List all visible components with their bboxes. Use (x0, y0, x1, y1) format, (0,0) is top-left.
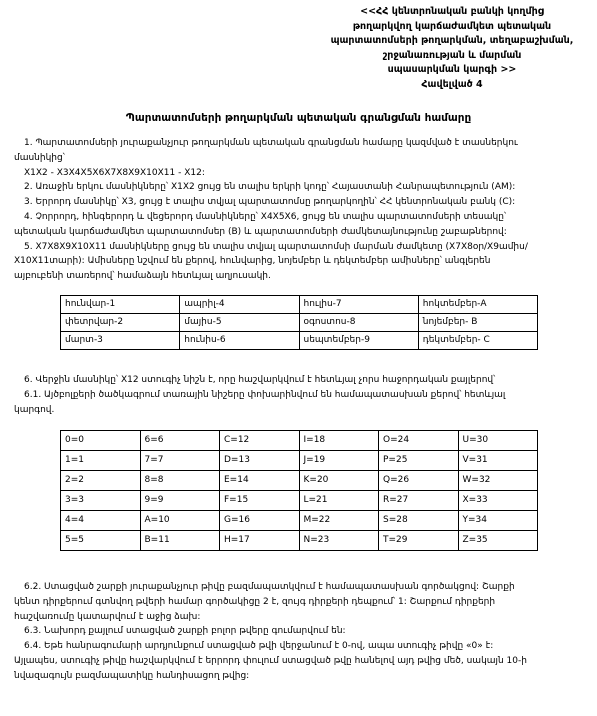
table-cell: ապրիլ-4 (180, 296, 299, 314)
table-cell: P=25 (379, 451, 459, 471)
table-cell: U=30 (458, 431, 538, 451)
table-cell: 7=7 (140, 451, 220, 471)
text-line: 6.3. Նախորդ քայլում ստացված շարքի բոլոր թվերը գումարվում են: (24, 626, 346, 637)
table-row (61, 471, 538, 491)
table-row (61, 451, 538, 471)
text-line: X1X2 - X3X4X5X6X7X8X9X10X11 - X12: (24, 167, 205, 178)
character-codes-table (60, 430, 538, 551)
table-cell: E=14 (220, 471, 300, 491)
text-line: 6.1. Այծբոլքերի ծածկագրում տառային նիշերը փոխարինվում են համապատասխան քերով՝ հետևյալ (24, 389, 506, 400)
table-cell: 6=6 (140, 431, 220, 451)
header-line: սպասարկման կարգի >> (387, 64, 517, 75)
table-cell: F=15 (220, 491, 300, 511)
table-cell: դեկտեմբեր- C (418, 332, 537, 350)
table-cell: Y=34 (458, 511, 538, 531)
middle-section (14, 373, 586, 417)
table-cell: 8=8 (140, 471, 220, 491)
table-cell: 4=4 (61, 511, 141, 531)
table-cell: K=20 (299, 471, 379, 491)
table-cell: H=17 (220, 531, 300, 551)
table-cell: սեպտեմբեր-9 (299, 332, 418, 350)
table-cell: նոյեմբեր- B (418, 314, 537, 332)
table-cell: D=13 (220, 451, 300, 471)
header-line: Հավելված 4 (421, 78, 483, 90)
table-cell: մարտ-3 (61, 332, 180, 350)
table-row (61, 511, 538, 531)
header-line: շրջանառության և մարման (382, 49, 522, 61)
table-cell: W=32 (458, 471, 538, 491)
table-cell: մայիս-5 (180, 314, 299, 332)
intro-section (14, 136, 586, 284)
table-cell: 9=9 (140, 491, 220, 511)
table-cell: C=12 (220, 431, 300, 451)
table-cell: հունիս-6 (180, 332, 299, 350)
table-cell: X=33 (458, 491, 538, 511)
appendix-header (318, 5, 586, 92)
table-cell: A=10 (140, 511, 220, 531)
table-cell: Z=35 (458, 531, 538, 551)
table-cell: հուլիս-7 (299, 296, 418, 314)
header-line: <<ՀՀ կենտրոնական բանկի կողմից (360, 6, 544, 17)
text-line: նվազագույն բազմապատիկը հանդիսացող թվից: (14, 670, 250, 681)
text-line: 6.4. Եթե հանրագումարի արդյունքում ստացված թվի վերջանում է 0-ով, ապա ստուգիչ թիվը «0» է: (24, 641, 494, 652)
table-cell: 2=2 (61, 471, 141, 491)
text-line: հաշվառումը կատարվում է աջից ձախ: (14, 611, 201, 622)
text-line: 3. Երրորդ մասնիկը՝ X3, ցույց է տալիս տվյալ պարտատոմսը թողարկողին՝ ՀՀ կենտրոնական բանկ (C): (24, 197, 516, 208)
table-row (61, 531, 538, 551)
table-cell: J=19 (299, 451, 379, 471)
table-cell: 5=5 (61, 531, 141, 551)
text-line: մասնիկից՝ (14, 152, 65, 163)
text-line: այբուբենի տառերով՝ համաձայն հետևյալ աղյուսակի. (14, 271, 271, 282)
table-cell: օգոստոս-8 (299, 314, 418, 332)
text-line: 6. Վերջին մասնիկը՝ X12 ստուգիչ նիշն է, որը հաշվարկվում է հետևյալ չորս հաջորդական քայլերով՝ (24, 375, 496, 385)
text-line: 4. Չորրորդ, հինգերորդ և վեցերորդ մասնիկները՝ X4X5X6, ցույց են տալիս պարտատոմսերի տեսակը՝ (24, 211, 507, 222)
table-cell: 0=0 (61, 431, 141, 451)
text-line: 5. X7X8X9X10X11 մասնիկները ցույց են տալիս տվյալ պարտատոմսի մարման ժամկետը (X7X8օր/X9ամիս/ (24, 241, 528, 252)
header-line: պարտատոմսերի թողարկման, տեղաբաշխման, (330, 35, 574, 46)
table-cell: T=29 (379, 531, 459, 551)
text-line: Այլապես, ստուգիչ թիվը հաշվարկվում է երրորդ փուլում ստացված թվը հանելով այդ թվից մեծ, սակայն 10-ի (14, 655, 527, 666)
table-cell: S=28 (379, 511, 459, 531)
table-row (61, 491, 538, 511)
table-cell: Q=26 (379, 471, 459, 491)
table-cell: R=27 (379, 491, 459, 511)
table-cell: N=23 (299, 531, 379, 551)
text-line: կենտ դիրքերում գտնվող թվերի համար գործակիցը 2 է, զույգ դիրքերի դեպքում՝ 1: Շարքում դիրքերի (14, 596, 496, 607)
text-line: 1. Պարտատոմսերի յուրաքանչյուր թողարկման պետական գրանցման համարը կազմված է տասներկու (24, 138, 518, 148)
months-table (60, 295, 538, 350)
text-line: 2. Առաջին երկու մասնիկները՝ X1X2 ցույց են տալիս երկրի կոդը՝ Հայաստանի Հանրապետություն (AM): (24, 182, 516, 193)
text-line: պետական կարճաժամկետ պարտատոմսեր (B) և պարտատոմսերի ժամկետայնությունը շաբաթներով: (14, 226, 507, 237)
text-line: կարգով. (14, 404, 55, 415)
table-cell: M=22 (299, 511, 379, 531)
table-row (61, 314, 538, 332)
table-cell: L=21 (299, 491, 379, 511)
table-cell: G=16 (220, 511, 300, 531)
table-cell: V=31 (458, 451, 538, 471)
table-row (61, 431, 538, 451)
table-cell: I=18 (299, 431, 379, 451)
table-cell: 1=1 (61, 451, 141, 471)
table-cell: O=24 (379, 431, 459, 451)
table-cell: հոկտեմբեր-A (418, 296, 537, 314)
table-cell: B=11 (140, 531, 220, 551)
table-cell: 3=3 (61, 491, 141, 511)
table-row (61, 332, 538, 350)
table-row (61, 296, 538, 314)
header-line: թողարկվող կարճաժամկետ պետական (352, 20, 552, 32)
text-line: 6.2. Ստացված շարքի յուրաքանչյուր թիվը բազմապատկվում է համապատասխան գործակցով: Շարքի (24, 582, 515, 592)
table-cell: հունվար-1 (61, 296, 180, 314)
outro-section (14, 580, 586, 684)
text-line: X10X11տարի): Ամիսները նշվում են քերով, հունվարից, նոյեմբեր և դեկտեմբեր ամիսները՝ անգլերեն (14, 256, 491, 267)
table-cell: փետրվար-2 (61, 314, 180, 332)
document-title: Պարտատոմսերի թողարկման պետական գրանցման համարը (125, 112, 472, 124)
